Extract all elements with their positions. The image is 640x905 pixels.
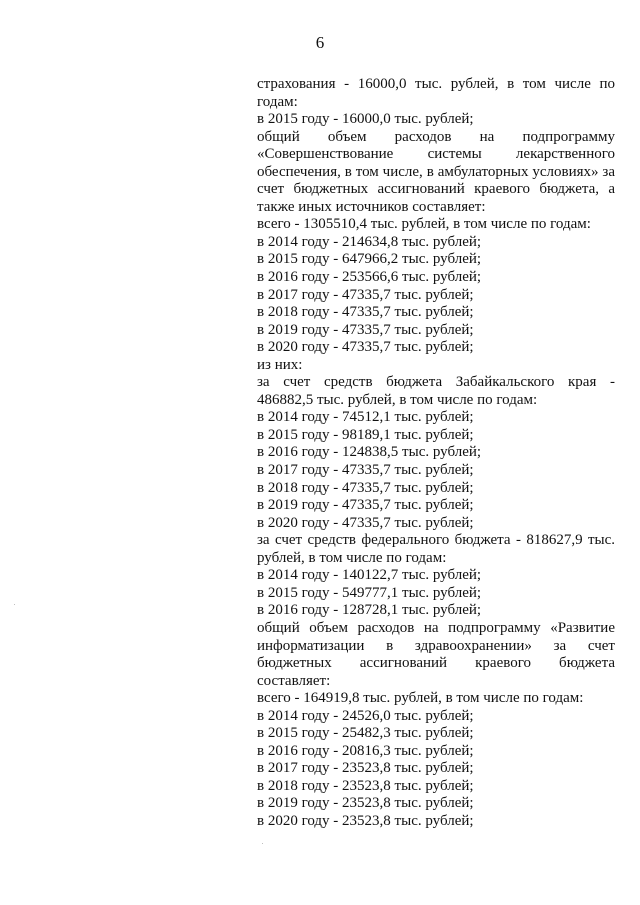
text-line: информатизации в здравоохранении» за счет (257, 637, 615, 654)
text-line: в 2016 году - 128728,1 тыс. рублей; (257, 602, 482, 619)
text-line: в 2016 году - 253566,6 тыс. рублей; (257, 269, 482, 286)
text-line: в 2015 году - 98189,1 тыс. рублей; (257, 426, 474, 443)
text-line: в 2017 году - 23523,8 тыс. рублей; (257, 760, 474, 777)
text-line: в 2014 году - 214634,8 тыс. рублей; (257, 233, 482, 250)
text-line: в 2018 году - 23523,8 тыс. рублей; (257, 777, 474, 794)
text-line: за счет средств бюджета Забайкальского края - (257, 374, 615, 391)
text-line: в 2020 году - 47335,7 тыс. рублей; (257, 514, 474, 531)
text-line: счет бюджетных ассигнований краевого бюджета, а (257, 181, 615, 198)
text-line: обеспечения, в том числе, в амбулаторных условиях» за (257, 163, 615, 180)
text-line: в 2018 году - 47335,7 тыс. рублей; (257, 304, 474, 321)
text-line: в 2019 году - 47335,7 тыс. рублей; (257, 321, 474, 338)
text-line: в 2019 году - 23523,8 тыс. рублей; (257, 795, 474, 812)
text-line: за счет средств федерального бюджета - 818627,9 тыс. (257, 532, 615, 549)
text-line: всего - 164919,8 тыс. рублей, в том числе по годам: (257, 690, 584, 707)
text-line: общий объем расходов на подпрограмму «Развитие (257, 619, 615, 636)
text-line: общий объем расходов на подпрограмму (257, 128, 615, 145)
text-line: 486882,5 тыс. рублей, в том числе по годам: (257, 391, 538, 408)
text-line: в 2014 году - 74512,1 тыс. рублей; (257, 409, 474, 426)
text-line: в 2015 году - 647966,2 тыс. рублей; (257, 251, 482, 268)
text-line: в 2014 году - 140122,7 тыс. рублей; (257, 567, 482, 584)
text-line: бюджетных ассигнований краевого бюджета (257, 655, 615, 672)
scan-speck (14, 604, 15, 605)
text-line: также иных источников составляет: (257, 198, 486, 215)
text-line: в 2018 году - 47335,7 тыс. рублей; (257, 479, 474, 496)
scan-speck (262, 843, 263, 844)
text-line: в 2015 году - 25482,3 тыс. рублей; (257, 725, 474, 742)
text-line: в 2014 году - 24526,0 тыс. рублей; (257, 707, 474, 724)
text-line: страхования - 16000,0 тыс. рублей, в том числе по (257, 76, 615, 92)
text-line: в 2016 году - 124838,5 тыс. рублей; (257, 444, 482, 461)
text-line: составляет: (257, 672, 331, 689)
text-line: всего - 1305510,4 тыс. рублей, в том числе по годам: (257, 216, 591, 233)
page-number: 6 (315, 33, 325, 52)
text-line: в 2020 году - 23523,8 тыс. рублей; (257, 812, 474, 829)
text-line: в 2015 году - 549777,1 тыс. рублей; (257, 584, 482, 601)
text-line: из них: (257, 356, 303, 373)
text-line: в 2020 году - 47335,7 тыс. рублей; (257, 339, 474, 356)
text-line: в 2019 году - 47335,7 тыс. рублей; (257, 497, 474, 514)
text-line: в 2015 году - 16000,0 тыс. рублей; (257, 111, 474, 128)
document-body (257, 76, 615, 831)
text-line: в 2017 году - 47335,7 тыс. рублей; (257, 462, 474, 479)
text-line: «Совершенствование системы лекарственного (257, 146, 615, 163)
text-line: в 2016 году - 20816,3 тыс. рублей; (257, 742, 474, 759)
text-line: в 2017 году - 47335,7 тыс. рублей; (257, 286, 474, 303)
text-line: годам: (257, 93, 298, 110)
text-line: рублей, в том числе по годам: (257, 549, 447, 566)
